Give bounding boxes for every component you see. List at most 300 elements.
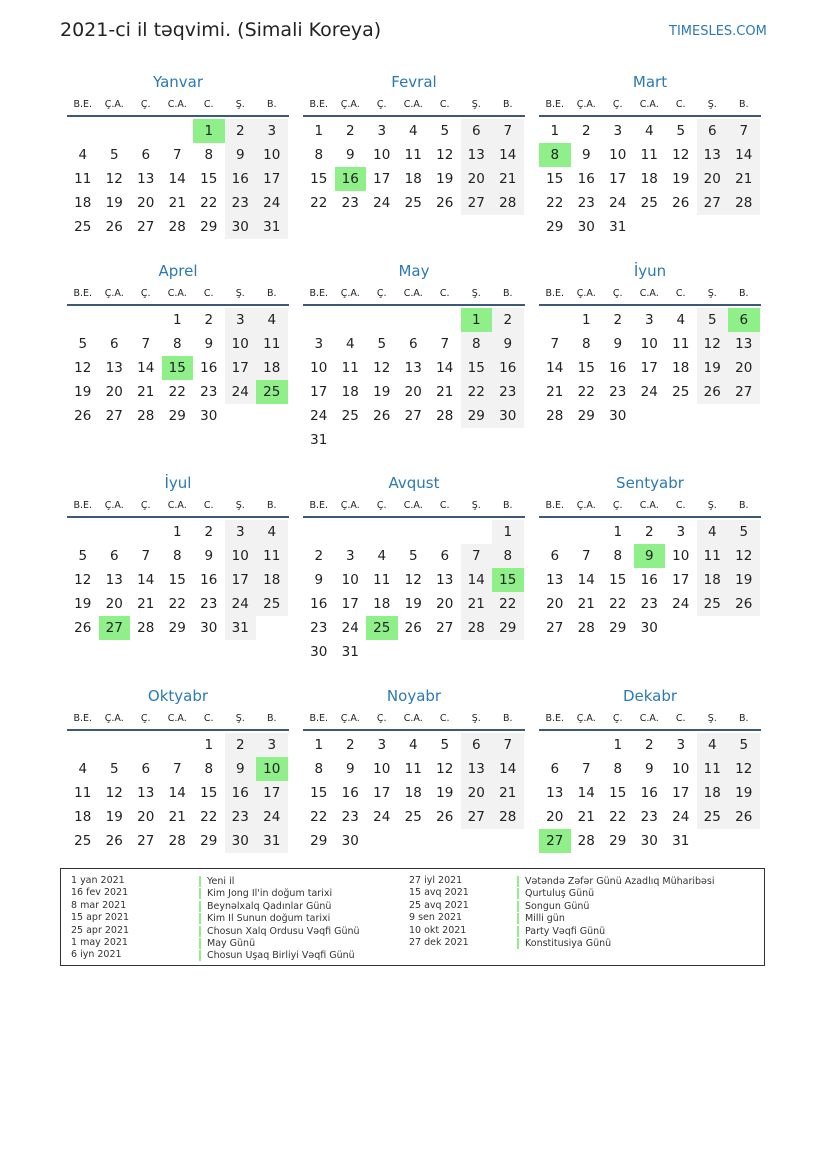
day-cell: 3 bbox=[644, 312, 654, 328]
day-cell: 29 bbox=[200, 219, 218, 235]
weekday-label: B. bbox=[502, 712, 513, 724]
day-cell: 17 bbox=[609, 171, 627, 187]
day-cell: 3 bbox=[377, 123, 387, 139]
day-cell: 19 bbox=[728, 568, 760, 592]
day-cell: 6 bbox=[109, 548, 119, 564]
day-cell: 27 bbox=[436, 620, 454, 636]
holiday-name: Vətəndə Zəfər Günü Azadlıq Müharibəsi bbox=[517, 876, 714, 887]
weekday-label: Ç. bbox=[612, 712, 623, 724]
month-name: Dekabr bbox=[622, 687, 678, 705]
day-cell: 17 bbox=[225, 356, 257, 380]
weekday-label: C.A. bbox=[403, 287, 423, 299]
holiday-day-cell: 15 bbox=[492, 568, 524, 592]
weekday-header bbox=[539, 93, 761, 117]
day-cell: 24 bbox=[310, 408, 328, 424]
day-cell: 8 bbox=[492, 544, 524, 568]
weekday-label: Ç.A. bbox=[104, 712, 124, 724]
day-cell: 1 bbox=[581, 312, 591, 328]
day-cell: 30 bbox=[200, 408, 218, 424]
weekday-label: C. bbox=[439, 98, 450, 110]
weekday-label: Ç. bbox=[612, 287, 623, 299]
weekday-label: B.E. bbox=[309, 712, 329, 724]
day-cell: 25 bbox=[404, 195, 422, 211]
weekday-label: B. bbox=[266, 712, 277, 724]
day-cell: 15 bbox=[461, 356, 493, 380]
weekday-label: Ç.A. bbox=[104, 499, 124, 511]
day-cell: 14 bbox=[137, 572, 155, 588]
day-cell: 15 bbox=[200, 171, 218, 187]
day-cell: 16 bbox=[640, 572, 658, 588]
holiday-day-cell: 1 bbox=[461, 308, 493, 332]
day-cell: 12 bbox=[74, 572, 92, 588]
day-cell: 1 bbox=[172, 524, 182, 540]
day-cell: 22 bbox=[200, 809, 218, 825]
weekday-label: Ç.A. bbox=[340, 499, 360, 511]
day-cell: 16 bbox=[225, 781, 257, 805]
month-block bbox=[539, 260, 761, 428]
weekday-label: C. bbox=[675, 712, 686, 724]
day-cell: 28 bbox=[436, 408, 454, 424]
day-cell: 9 bbox=[345, 761, 355, 777]
day-cell: 13 bbox=[137, 785, 155, 801]
day-cell: 12 bbox=[404, 572, 422, 588]
day-cell: 4 bbox=[408, 737, 418, 753]
weekday-label: C.A. bbox=[639, 287, 659, 299]
day-cell: 27 bbox=[137, 833, 155, 849]
day-cell: 19 bbox=[697, 356, 729, 380]
day-cell: 6 bbox=[550, 548, 560, 564]
day-cell: 6 bbox=[109, 336, 119, 352]
day-cell: 22 bbox=[461, 380, 493, 404]
day-cell: 24 bbox=[640, 384, 658, 400]
holiday-name: May Günü bbox=[199, 938, 255, 949]
day-cell: 8 bbox=[613, 761, 623, 777]
weekday-label: Ç.A. bbox=[576, 712, 596, 724]
day-cell: 24 bbox=[672, 596, 690, 612]
day-cell: 19 bbox=[436, 785, 454, 801]
day-cell: 23 bbox=[225, 191, 257, 215]
day-cell: 24 bbox=[373, 809, 391, 825]
weekday-label: C. bbox=[439, 499, 450, 511]
day-cell: 28 bbox=[168, 219, 186, 235]
days-grid bbox=[67, 308, 289, 428]
weekday-label: Ç. bbox=[376, 499, 387, 511]
day-cell: 30 bbox=[200, 620, 218, 636]
day-cell: 4 bbox=[377, 548, 387, 564]
day-cell: 5 bbox=[676, 123, 686, 139]
day-cell: 26 bbox=[404, 620, 422, 636]
day-cell: 11 bbox=[697, 757, 729, 781]
day-cell: 9 bbox=[225, 143, 257, 167]
weekday-label: B. bbox=[266, 98, 277, 110]
weekday-label: B.E. bbox=[545, 287, 565, 299]
day-cell: 7 bbox=[172, 761, 182, 777]
site-link[interactable]: TIMESLES.COM bbox=[669, 24, 767, 39]
day-cell: 13 bbox=[105, 572, 123, 588]
day-cell: 13 bbox=[697, 143, 729, 167]
empty-cell bbox=[429, 520, 461, 544]
day-cell: 18 bbox=[74, 195, 92, 211]
holiday-day-cell: 25 bbox=[366, 616, 398, 640]
empty-cell bbox=[335, 308, 367, 332]
day-cell: 23 bbox=[640, 596, 658, 612]
weekday-label: Ç.A. bbox=[576, 499, 596, 511]
weekday-header bbox=[303, 93, 525, 117]
day-cell: 26 bbox=[436, 195, 454, 211]
weekday-label: Ş. bbox=[235, 499, 245, 511]
empty-cell bbox=[571, 733, 603, 757]
day-cell: 27 bbox=[105, 408, 123, 424]
weekday-label: C. bbox=[675, 98, 686, 110]
days-grid bbox=[539, 119, 761, 239]
day-cell: 13 bbox=[728, 332, 760, 356]
day-cell: 17 bbox=[310, 384, 328, 400]
weekday-label: C.A. bbox=[403, 499, 423, 511]
day-cell: 5 bbox=[697, 308, 729, 332]
holiday-name: Kim Il Sunun doğum tarixi bbox=[199, 913, 330, 924]
day-cell: 30 bbox=[225, 215, 257, 239]
weekday-label: Ç. bbox=[140, 499, 151, 511]
day-cell: 22 bbox=[310, 195, 328, 211]
day-cell: 11 bbox=[256, 332, 288, 356]
day-cell: 11 bbox=[404, 761, 422, 777]
day-cell: 16 bbox=[341, 785, 359, 801]
weekday-label: Ç.A. bbox=[576, 98, 596, 110]
day-cell: 28 bbox=[137, 408, 155, 424]
day-cell: 26 bbox=[105, 833, 123, 849]
weekday-label: Ç.A. bbox=[104, 98, 124, 110]
day-cell: 9 bbox=[345, 147, 355, 163]
day-cell: 13 bbox=[546, 785, 564, 801]
weekday-label: B. bbox=[502, 98, 513, 110]
day-cell: 22 bbox=[168, 596, 186, 612]
month-name: May bbox=[398, 262, 430, 280]
day-cell: 11 bbox=[640, 147, 658, 163]
day-cell: 6 bbox=[461, 119, 493, 143]
weekday-label: Ç.A. bbox=[340, 98, 360, 110]
day-cell: 24 bbox=[225, 380, 257, 404]
weekday-label: Ş. bbox=[235, 98, 245, 110]
day-cell: 28 bbox=[168, 833, 186, 849]
day-cell: 17 bbox=[341, 596, 359, 612]
empty-cell bbox=[130, 119, 162, 143]
weekday-label: B.E. bbox=[545, 712, 565, 724]
day-cell: 20 bbox=[546, 596, 564, 612]
weekday-label: Ş. bbox=[471, 98, 481, 110]
month-block bbox=[303, 260, 525, 452]
day-cell: 20 bbox=[137, 809, 155, 825]
day-cell: 28 bbox=[577, 620, 595, 636]
day-cell: 20 bbox=[461, 167, 493, 191]
day-cell: 9 bbox=[581, 147, 591, 163]
empty-cell bbox=[99, 308, 131, 332]
day-cell: 12 bbox=[728, 757, 760, 781]
empty-cell bbox=[99, 520, 131, 544]
day-cell: 14 bbox=[546, 360, 564, 376]
day-cell: 26 bbox=[672, 195, 690, 211]
day-cell: 11 bbox=[672, 336, 690, 352]
day-cell: 4 bbox=[256, 520, 288, 544]
holiday-day-cell: 1 bbox=[193, 119, 225, 143]
weekday-label: Ş. bbox=[707, 712, 717, 724]
day-cell: 20 bbox=[546, 809, 564, 825]
day-cell: 4 bbox=[78, 147, 88, 163]
empty-cell bbox=[398, 308, 430, 332]
day-cell: 18 bbox=[74, 809, 92, 825]
day-cell: 27 bbox=[461, 191, 493, 215]
day-cell: 9 bbox=[225, 757, 257, 781]
day-cell: 26 bbox=[373, 408, 391, 424]
day-cell: 6 bbox=[141, 761, 151, 777]
day-cell: 28 bbox=[577, 833, 595, 849]
day-cell: 2 bbox=[345, 123, 355, 139]
day-cell: 31 bbox=[256, 829, 288, 853]
weekday-label: C. bbox=[203, 287, 214, 299]
day-cell: 4 bbox=[78, 761, 88, 777]
day-cell: 2 bbox=[204, 524, 214, 540]
day-cell: 7 bbox=[728, 119, 760, 143]
day-cell: 10 bbox=[609, 147, 627, 163]
day-cell: 26 bbox=[728, 592, 760, 616]
day-cell: 30 bbox=[225, 829, 257, 853]
day-cell: 27 bbox=[137, 219, 155, 235]
day-cell: 18 bbox=[256, 568, 288, 592]
day-cell: 23 bbox=[341, 195, 359, 211]
day-cell: 3 bbox=[256, 119, 288, 143]
day-cell: 5 bbox=[440, 123, 450, 139]
day-cell: 13 bbox=[105, 360, 123, 376]
day-cell: 24 bbox=[672, 809, 690, 825]
day-cell: 9 bbox=[492, 332, 524, 356]
day-cell: 15 bbox=[310, 171, 328, 187]
day-cell: 24 bbox=[373, 195, 391, 211]
weekday-label: Ç.A. bbox=[340, 287, 360, 299]
weekday-label: C. bbox=[439, 287, 450, 299]
day-cell: 19 bbox=[436, 171, 454, 187]
day-cell: 7 bbox=[581, 761, 591, 777]
weekday-header bbox=[67, 707, 289, 731]
day-cell: 14 bbox=[728, 143, 760, 167]
holiday-name: Party Vəqfi Günü bbox=[517, 926, 605, 937]
day-cell: 25 bbox=[672, 384, 690, 400]
weekday-label: B. bbox=[266, 287, 277, 299]
day-cell: 26 bbox=[105, 219, 123, 235]
day-cell: 11 bbox=[373, 572, 391, 588]
day-cell: 21 bbox=[577, 596, 595, 612]
day-cell: 19 bbox=[74, 596, 92, 612]
day-cell: 6 bbox=[141, 147, 151, 163]
day-cell: 16 bbox=[577, 171, 595, 187]
holiday-name: Milli gün bbox=[517, 913, 565, 924]
holiday-day-cell: 8 bbox=[539, 143, 571, 167]
day-cell: 5 bbox=[78, 336, 88, 352]
day-cell: 25 bbox=[74, 833, 92, 849]
weekday-label: C.A. bbox=[167, 712, 187, 724]
weekday-label: Ç. bbox=[140, 98, 151, 110]
holiday-name: Qurtuluş Günü bbox=[517, 888, 594, 899]
day-cell: 23 bbox=[225, 805, 257, 829]
weekday-label: C.A. bbox=[167, 499, 187, 511]
day-cell: 23 bbox=[200, 596, 218, 612]
day-cell: 1 bbox=[613, 524, 623, 540]
weekday-label: Ş. bbox=[235, 287, 245, 299]
day-cell: 14 bbox=[461, 568, 493, 592]
empty-cell bbox=[130, 520, 162, 544]
day-cell: 18 bbox=[404, 171, 422, 187]
holiday-date: 15 avq 2021 bbox=[409, 887, 469, 899]
day-cell: 11 bbox=[697, 544, 729, 568]
day-cell: 12 bbox=[105, 171, 123, 187]
holiday-name: Chosun Uşaq Birliyi Vəqfi Günü bbox=[199, 950, 355, 961]
day-cell: 11 bbox=[341, 360, 359, 376]
weekday-header bbox=[539, 282, 761, 306]
weekday-label: Ş. bbox=[471, 499, 481, 511]
day-cell: 4 bbox=[256, 308, 288, 332]
day-cell: 30 bbox=[640, 620, 658, 636]
day-cell: 10 bbox=[310, 360, 328, 376]
empty-cell bbox=[539, 308, 571, 332]
day-cell: 15 bbox=[168, 572, 186, 588]
day-cell: 14 bbox=[492, 143, 524, 167]
holiday-date: 25 apr 2021 bbox=[71, 924, 130, 936]
day-cell: 23 bbox=[577, 195, 595, 211]
day-cell: 10 bbox=[225, 544, 257, 568]
day-cell: 23 bbox=[492, 380, 524, 404]
day-cell: 7 bbox=[440, 336, 450, 352]
day-cell: 8 bbox=[461, 332, 493, 356]
days-grid bbox=[303, 119, 525, 215]
weekday-label: C.A. bbox=[403, 98, 423, 110]
month-name: Sentyabr bbox=[616, 474, 684, 492]
weekday-label: Ç. bbox=[140, 287, 151, 299]
day-cell: 22 bbox=[577, 384, 595, 400]
day-cell: 10 bbox=[672, 761, 690, 777]
day-cell: 20 bbox=[404, 384, 422, 400]
day-cell: 26 bbox=[74, 408, 92, 424]
weekday-header bbox=[67, 494, 289, 518]
day-cell: 31 bbox=[225, 616, 257, 640]
day-cell: 16 bbox=[200, 360, 218, 376]
day-cell: 4 bbox=[345, 336, 355, 352]
day-cell: 22 bbox=[546, 195, 564, 211]
holiday-name: Yeni il bbox=[199, 876, 234, 887]
day-cell: 10 bbox=[373, 147, 391, 163]
month-name: Mart bbox=[632, 73, 668, 91]
day-cell: 25 bbox=[74, 219, 92, 235]
month-name: İyun bbox=[633, 262, 667, 280]
weekday-label: B.E. bbox=[73, 499, 93, 511]
day-cell: 24 bbox=[256, 805, 288, 829]
day-cell: 10 bbox=[256, 143, 288, 167]
weekday-label: C.A. bbox=[639, 499, 659, 511]
day-cell: 10 bbox=[225, 332, 257, 356]
empty-cell bbox=[335, 520, 367, 544]
day-cell: 18 bbox=[256, 356, 288, 380]
day-cell: 31 bbox=[672, 833, 690, 849]
day-cell: 29 bbox=[168, 620, 186, 636]
day-cell: 5 bbox=[109, 147, 119, 163]
day-cell: 30 bbox=[492, 404, 524, 428]
day-cell: 19 bbox=[404, 596, 422, 612]
day-cell: 27 bbox=[546, 620, 564, 636]
weekday-label: C. bbox=[203, 712, 214, 724]
day-cell: 8 bbox=[581, 336, 591, 352]
day-cell: 5 bbox=[78, 548, 88, 564]
day-cell: 14 bbox=[168, 171, 186, 187]
day-cell: 15 bbox=[609, 785, 627, 801]
day-cell: 2 bbox=[225, 733, 257, 757]
day-cell: 7 bbox=[172, 147, 182, 163]
day-cell: 22 bbox=[168, 384, 186, 400]
holiday-date: 6 iyn 2021 bbox=[71, 949, 122, 961]
holiday-name: Konstitusiya Günü bbox=[517, 938, 611, 949]
empty-cell bbox=[398, 520, 430, 544]
weekday-label: Ş. bbox=[707, 287, 717, 299]
day-cell: 16 bbox=[640, 785, 658, 801]
month-name: Oktyabr bbox=[147, 687, 209, 705]
day-cell: 23 bbox=[200, 384, 218, 400]
day-cell: 9 bbox=[204, 336, 214, 352]
weekday-label: B.E. bbox=[309, 499, 329, 511]
day-cell: 3 bbox=[377, 737, 387, 753]
day-cell: 24 bbox=[609, 195, 627, 211]
day-cell: 14 bbox=[577, 572, 595, 588]
day-cell: 23 bbox=[609, 384, 627, 400]
day-cell: 12 bbox=[105, 785, 123, 801]
day-cell: 5 bbox=[728, 520, 760, 544]
day-cell: 21 bbox=[492, 781, 524, 805]
day-cell: 3 bbox=[613, 123, 623, 139]
day-cell: 1 bbox=[204, 737, 214, 753]
day-cell: 6 bbox=[440, 548, 450, 564]
holiday-date: 8 mar 2021 bbox=[71, 899, 127, 911]
day-cell: 22 bbox=[609, 596, 627, 612]
day-cell: 5 bbox=[440, 737, 450, 753]
day-cell: 13 bbox=[137, 171, 155, 187]
day-cell: 20 bbox=[697, 167, 729, 191]
day-cell: 5 bbox=[377, 336, 387, 352]
empty-cell bbox=[162, 119, 194, 143]
day-cell: 28 bbox=[137, 620, 155, 636]
day-cell: 16 bbox=[310, 596, 328, 612]
days-grid bbox=[67, 119, 289, 239]
day-cell: 8 bbox=[314, 147, 324, 163]
weekday-label: Ç. bbox=[376, 98, 387, 110]
weekday-label: B. bbox=[738, 98, 749, 110]
empty-cell bbox=[539, 520, 571, 544]
weekday-header bbox=[539, 494, 761, 518]
weekday-label: Ç.A. bbox=[340, 712, 360, 724]
day-cell: 21 bbox=[137, 596, 155, 612]
day-cell: 7 bbox=[141, 336, 151, 352]
day-cell: 20 bbox=[461, 781, 493, 805]
empty-cell bbox=[67, 308, 99, 332]
day-cell: 21 bbox=[546, 384, 564, 400]
day-cell: 20 bbox=[436, 596, 454, 612]
days-grid bbox=[303, 308, 525, 452]
holiday-day-cell: 16 bbox=[335, 167, 367, 191]
day-cell: 2 bbox=[204, 312, 214, 328]
day-cell: 27 bbox=[697, 191, 729, 215]
day-cell: 3 bbox=[256, 733, 288, 757]
day-cell: 21 bbox=[461, 592, 493, 616]
month-block bbox=[303, 472, 525, 664]
month-block bbox=[539, 71, 761, 239]
day-cell: 16 bbox=[225, 167, 257, 191]
day-cell: 30 bbox=[341, 833, 359, 849]
day-cell: 26 bbox=[697, 380, 729, 404]
day-cell: 8 bbox=[204, 761, 214, 777]
